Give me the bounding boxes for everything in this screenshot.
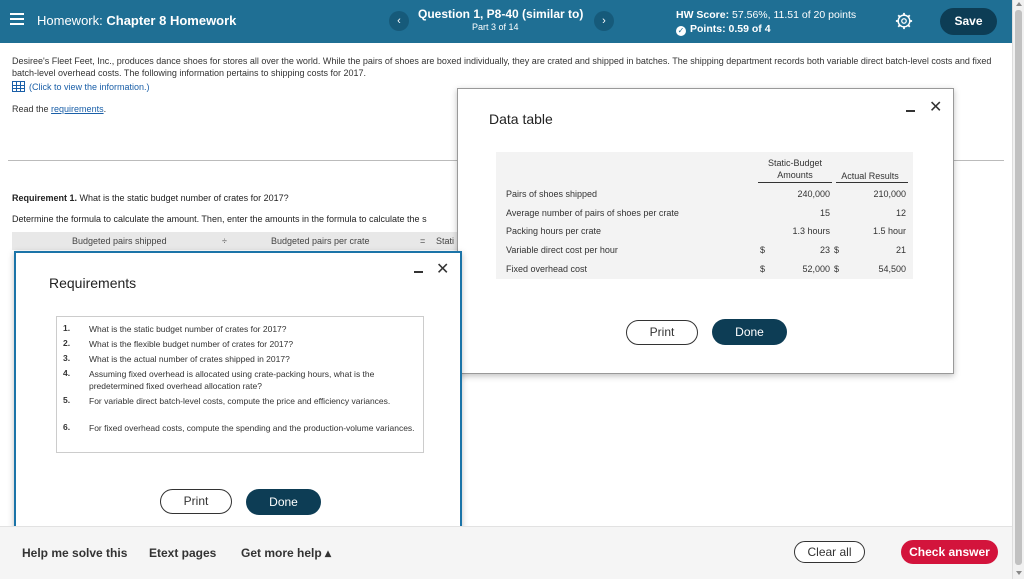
data-table xyxy=(496,152,913,279)
requirement-number: 5. xyxy=(63,395,71,405)
row-label: Packing hours per crate xyxy=(506,226,602,236)
requirement-text: For variable direct batch-level costs, compute the price and efficiency variances. xyxy=(89,396,391,406)
chevron-left-icon: ‹ xyxy=(397,15,401,27)
currency-symbol: $ xyxy=(760,245,766,255)
data-table-print-button[interactable]: Print xyxy=(626,320,698,345)
static-value: 240,000 xyxy=(797,189,830,199)
requirement-text: For fixed overhead costs, compute the spending and the production-volume variances. xyxy=(89,423,415,433)
requirements-dialog xyxy=(14,251,462,544)
homework-name: Chapter 8 Homework xyxy=(106,13,237,28)
requirement-text: What is the flexible budget number of crates for 2017? xyxy=(89,339,294,349)
etext-pages-link[interactable]: Etext pages xyxy=(149,546,217,560)
clear-all-button[interactable]: Clear all xyxy=(794,541,865,563)
requirement-text: What is the actual number of crates shipped in 2017? xyxy=(89,354,290,364)
previous-question-button[interactable] xyxy=(389,11,409,31)
header-underline xyxy=(836,182,908,183)
formula-operator: ÷ xyxy=(222,236,227,246)
save-button[interactable]: Save xyxy=(940,8,997,35)
requirements-print-button[interactable]: Print xyxy=(160,489,232,514)
requirement-1-prompt xyxy=(12,193,289,203)
score-label: HW Score: xyxy=(676,9,730,21)
static-value: 23 xyxy=(819,245,830,255)
view-information-link[interactable] xyxy=(12,81,150,92)
read-suffix: . xyxy=(103,104,107,114)
header-underline xyxy=(758,182,832,183)
actual-value: 54,500 xyxy=(878,264,906,274)
homework-prefix: Homework: xyxy=(37,13,103,28)
row-label: Variable direct cost per hour xyxy=(506,245,618,255)
points-check-icon: ✓ xyxy=(677,26,685,35)
col-header-actual: Actual Results xyxy=(841,171,899,181)
currency-symbol: $ xyxy=(760,264,766,274)
get-more-help-link[interactable]: Get more help ▴ xyxy=(241,546,332,560)
question-part: Part 3 of 14 xyxy=(472,22,519,32)
requirement-number: 1. xyxy=(63,323,71,333)
formula-equals: = xyxy=(420,236,426,246)
question-title: Question 1, P8-40 (similar to) xyxy=(418,7,584,21)
currency-symbol: $ xyxy=(834,245,840,255)
static-value: 15 xyxy=(819,208,830,218)
col-header-static-1: Static-Budget xyxy=(767,158,823,168)
homework-title xyxy=(37,13,236,28)
minimize-icon[interactable] xyxy=(906,110,915,112)
currency-symbol: $ xyxy=(834,264,840,274)
next-question-button[interactable] xyxy=(594,11,614,31)
gear-icon[interactable] xyxy=(895,12,913,30)
points-value: 0.59 of 4 xyxy=(728,23,771,35)
requirement-text: Assuming fixed overhead is allocated using crate-packing hours, what is the predetermined fixed overhead allocation rate? xyxy=(89,369,375,391)
requirement-number: 4. xyxy=(63,368,71,378)
col-header-static-2: Amounts xyxy=(777,170,813,180)
table-grid-icon[interactable] xyxy=(12,81,25,92)
score-panel xyxy=(676,8,856,36)
formula-header-row xyxy=(12,232,458,250)
close-icon[interactable]: ✕ xyxy=(929,99,943,116)
page-scrollbar[interactable] xyxy=(1012,0,1024,579)
row-label: Pairs of shoes shipped xyxy=(506,189,598,199)
data-table-dialog xyxy=(457,88,954,374)
requirement-number: 6. xyxy=(63,422,71,432)
scroll-up-arrow-icon[interactable] xyxy=(1016,2,1022,6)
bottom-toolbar xyxy=(0,526,1012,579)
help-me-solve-link[interactable]: Help me solve this xyxy=(22,546,128,560)
view-information-text[interactable]: (Click to view the information.) xyxy=(29,82,150,92)
requirement-number: 2. xyxy=(63,338,71,348)
row-label: Fixed overhead cost xyxy=(506,264,588,274)
menu-icon[interactable] xyxy=(10,13,24,27)
requirement-1-text: What is the static budget number of crates for 2017? xyxy=(79,193,289,203)
actual-value: 1.5 hour xyxy=(872,226,906,236)
formula-mid-label: Budgeted pairs per crate xyxy=(271,236,370,246)
formula-left-label: Budgeted pairs shipped xyxy=(72,236,167,246)
static-value: 1.3 hours xyxy=(792,226,830,236)
data-table-title: Data table xyxy=(489,111,553,127)
data-table-done-button[interactable]: Done xyxy=(712,319,787,345)
scroll-down-arrow-icon[interactable] xyxy=(1016,571,1022,575)
minimize-icon[interactable] xyxy=(414,271,423,273)
row-label: Average number of pairs of shoes per crate xyxy=(506,208,679,218)
top-header xyxy=(0,0,1012,43)
requirements-done-button[interactable]: Done xyxy=(246,489,321,515)
problem-intro: Desiree's Fleet Feet, Inc., produces dance shoes for stores all over the world. While the pairs of shoes are boxed individually, they are crated and shipped in batches. The shipping department records both variable direct batch-level costs and fixed batch-level overhead costs. The following information pertains to shipping costs for 2017. xyxy=(12,56,992,78)
read-requirements xyxy=(12,104,106,114)
requirements-link[interactable]: requirements xyxy=(51,104,104,114)
static-value: 52,000 xyxy=(802,264,830,274)
check-answer-button[interactable]: Check answer xyxy=(901,540,998,564)
points-label: Points: xyxy=(690,23,726,35)
requirement-text: What is the static budget number of crates for 2017? xyxy=(89,324,287,334)
actual-value: 210,000 xyxy=(873,189,906,199)
requirements-list xyxy=(56,316,424,453)
actual-value: 21 xyxy=(895,245,906,255)
formula-instructions: Determine the formula to calculate the amount. Then, enter the amounts in the formula to calculate the s xyxy=(12,214,427,224)
requirements-title: Requirements xyxy=(49,275,137,291)
close-icon[interactable]: ✕ xyxy=(436,261,450,278)
formula-right-label: Stati xyxy=(436,236,455,246)
read-prefix: Read the xyxy=(12,104,49,114)
requirement-number: 3. xyxy=(63,353,71,363)
requirement-1-label: Requirement 1. xyxy=(12,193,78,203)
chevron-right-icon: › xyxy=(602,15,606,27)
score-value: 57.56%, 11.51 of 20 points xyxy=(732,9,857,21)
scroll-thumb[interactable] xyxy=(1015,10,1022,565)
actual-value: 12 xyxy=(895,208,906,218)
